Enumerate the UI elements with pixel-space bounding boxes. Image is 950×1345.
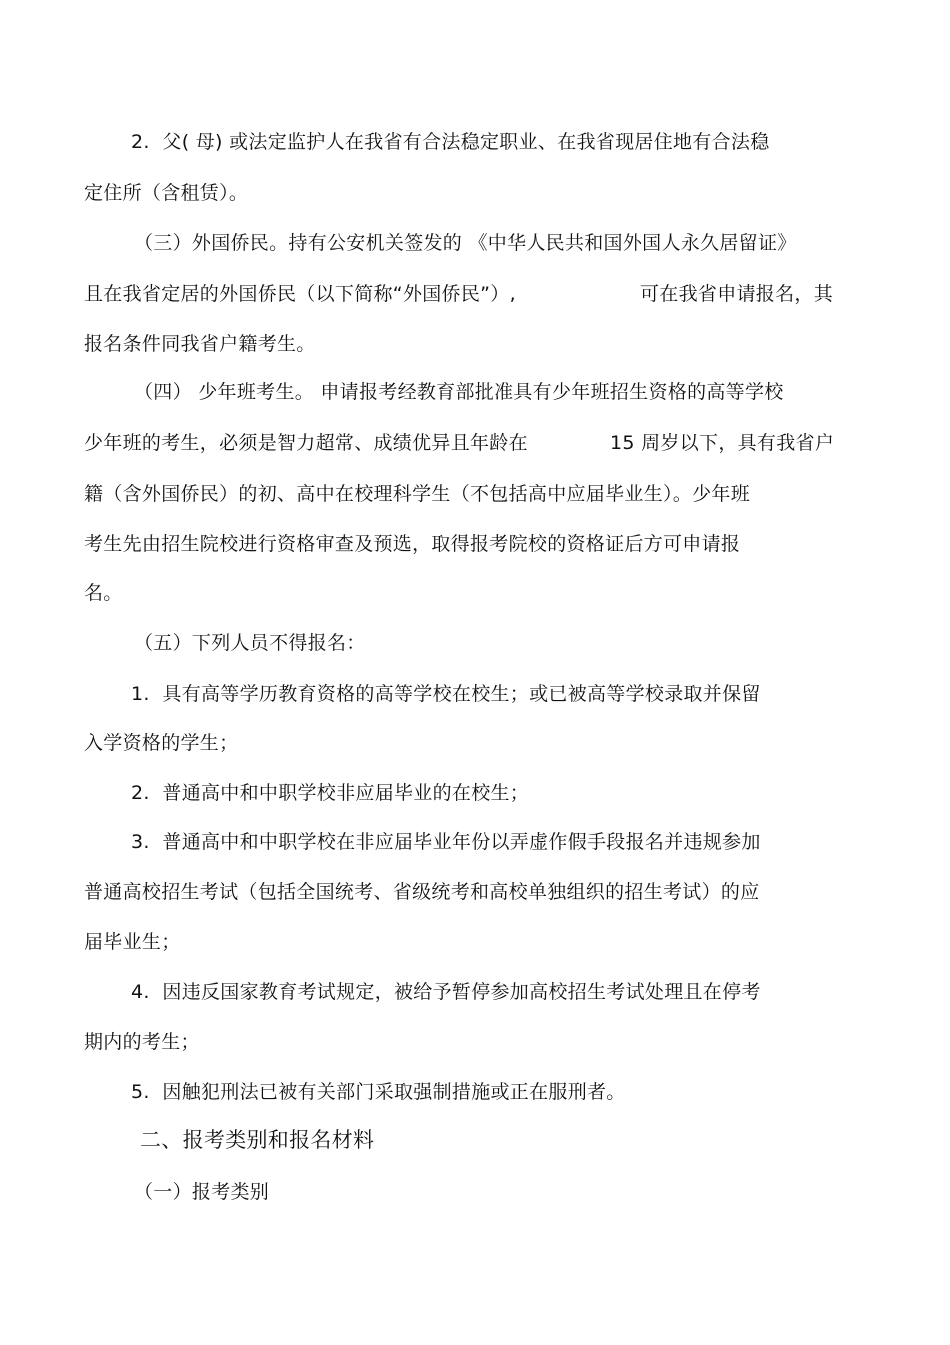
text-line: 少年班的考生，必须是智力超常、成绩优异且年龄在 [84, 432, 528, 454]
text-line: 2. 父( 母) 或法定监护人在我省有合法稳定职业、在我省现居住地有合法稳 [131, 131, 770, 153]
text-line: 2. 普通高中和中职学校非应届毕业的在校生； [131, 782, 530, 804]
text-line: 可在我省申请报名，其 [640, 283, 834, 305]
text-line: 考生先由招生院校进行资格审查及预选，取得报考院校的资格证后方可申请报 [84, 533, 741, 555]
text-line: 4. 因违反国家教育考试规定，被给予暂停参加高校招生考试处理且在停考 [131, 981, 761, 1003]
text-line: 届毕业生； [84, 931, 181, 953]
text-line: 5. 因触犯刑法已被有关部门采取强制措施或正在服刑者。 [131, 1081, 626, 1103]
text-line: （五）下列人员不得报名： [134, 632, 366, 654]
text-line: 3. 普通高中和中职学校在非应届毕业年份以弄虚作假手段报名并违规参加 [131, 831, 761, 853]
text-line: 定住所（含租赁）。 [84, 182, 249, 204]
text-line: （三）外国侨民。持有公安机关签发的 《中华人民共和国外国人永久居留证》 [134, 232, 797, 254]
text-line: （四） 少年班考生。 申请报考经教育部批准具有少年班招生资格的高等学校 [134, 381, 784, 403]
text-line: 籍（含外国侨民）的初、高中在校理科学生（不包括高中应届毕业生）。少年班 [84, 483, 751, 505]
subsection-heading: （一）报考类别 [134, 1181, 270, 1203]
text-line: 普通高校招生考试（包括全国统考、省级统考和高校单独组织的招生考试）的应 [84, 881, 760, 903]
text-line: 入学资格的学生； [84, 732, 239, 754]
text-line: 1. 具有高等学历教育资格的高等学校在校生；或已被高等学校录取并保留 [131, 683, 761, 705]
text-line: 15 周岁以下，具有我省户 [610, 432, 835, 454]
section-heading: 二、报考类别和报名材料 [140, 1128, 375, 1152]
text-line: 报名条件同我省户籍考生。 [84, 333, 316, 355]
text-line: 期内的考生； [84, 1031, 200, 1053]
text-line: 名。 [84, 582, 123, 604]
text-line: 且在我省定居的外国侨民（以下简称“外国侨民”）, [84, 283, 516, 305]
